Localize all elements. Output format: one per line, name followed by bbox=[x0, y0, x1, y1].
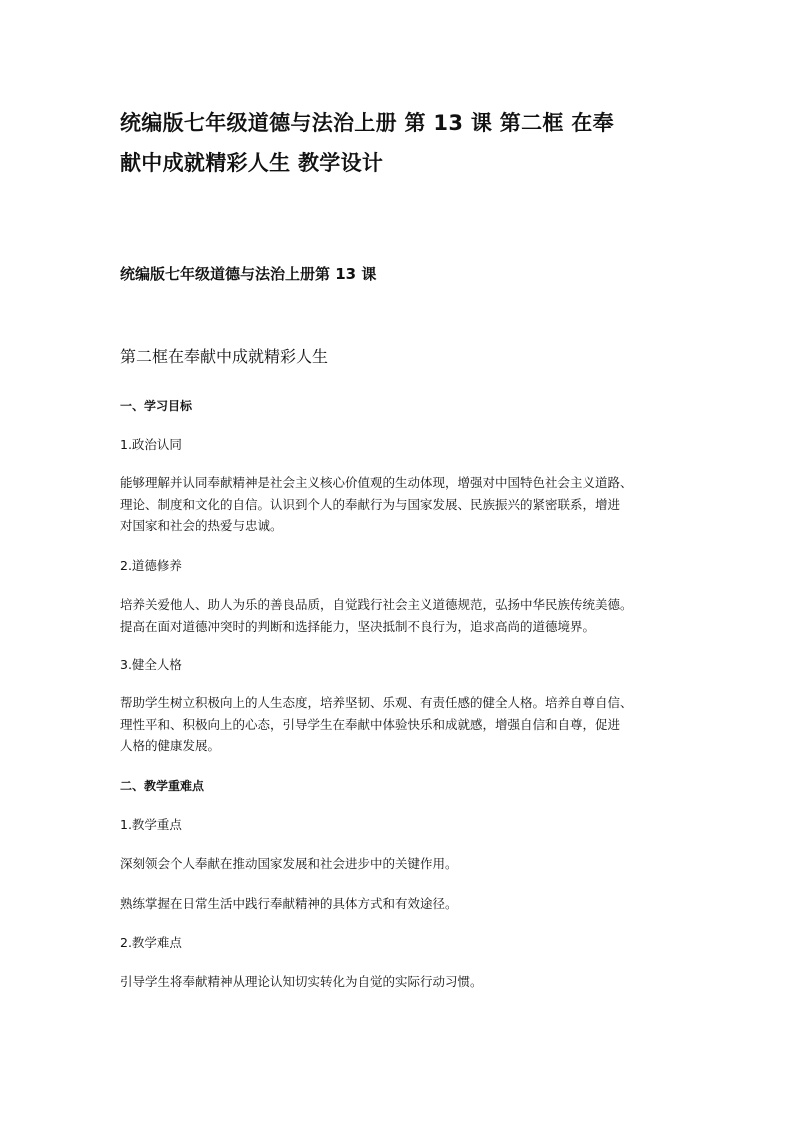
key-point-heading: 1.教学重点 bbox=[120, 817, 182, 832]
objective-heading: 2.道德修养 bbox=[120, 558, 182, 573]
part2-heading: 二、教学重难点 bbox=[120, 779, 205, 793]
key-point-paragraph bbox=[120, 853, 680, 875]
key-point-paragraph bbox=[120, 893, 680, 915]
document-title-line: 献中成就精彩人生 教学设计 bbox=[120, 151, 384, 175]
objective-heading: 1.政治认同 bbox=[120, 437, 182, 452]
section-title: 第二框在奉献中成就精彩人生 bbox=[120, 347, 329, 366]
paragraph-line: 对国家和社会的热爱与忠诚。 bbox=[120, 518, 283, 533]
objective-paragraph bbox=[120, 472, 680, 537]
objective-paragraph bbox=[120, 594, 680, 637]
paragraph-line: 人格的健康发展。 bbox=[120, 738, 221, 753]
paragraph-line: 提高在面对道德冲突时的判断和选择能力，坚决抵制不良行为，追求高尚的道德境界。 bbox=[120, 618, 596, 634]
document-title bbox=[120, 103, 680, 183]
document-title-line: 统编版七年级道德与法治上册 第 13 课 第二框 在奉 bbox=[120, 111, 614, 135]
paragraph-line: 培养关爱他人、助人为乐的善良品质，自觉践行社会主义道德规范，弘扬中华民族传统美德。 bbox=[120, 597, 633, 612]
part1-heading: 一、学习目标 bbox=[120, 399, 193, 413]
paragraph-line: 帮助学生树立积极向上的人生态度，培养坚韧、乐观、有责任感的健全人格。培养自尊自信、 bbox=[120, 695, 633, 710]
paragraph-line: 理性平和、积极向上的心态，引导学生在奉献中体验快乐和成就感，增强自信和自尊，促进 bbox=[120, 716, 621, 732]
paragraph-line: 引导学生将奉献精神从理论认知切实转化为自觉的实际行动习惯。 bbox=[120, 974, 483, 989]
objective-paragraph bbox=[120, 692, 680, 757]
difficulty-paragraph bbox=[120, 971, 680, 993]
paragraph-line: 深刻领会个人奉献在推动国家发展和社会进步中的关键作用。 bbox=[120, 856, 458, 871]
paragraph-line: 能够理解并认同奉献精神是社会主义核心价值观的生动体现，增强对中国特色社会主义道路、 bbox=[120, 475, 633, 490]
difficulty-heading: 2.教学难点 bbox=[120, 935, 182, 950]
objective-heading: 3.健全人格 bbox=[120, 657, 182, 672]
paragraph-line: 熟练掌握在日常生活中践行奉献精神的具体方式和有效途径。 bbox=[120, 896, 458, 911]
document-subtitle: 统编版七年级道德与法治上册第 13 课 bbox=[120, 265, 377, 283]
paragraph-line: 理论、制度和文化的自信。认识到个人的奉献行为与国家发展、民族振兴的紧密联系，增进 bbox=[120, 496, 621, 512]
